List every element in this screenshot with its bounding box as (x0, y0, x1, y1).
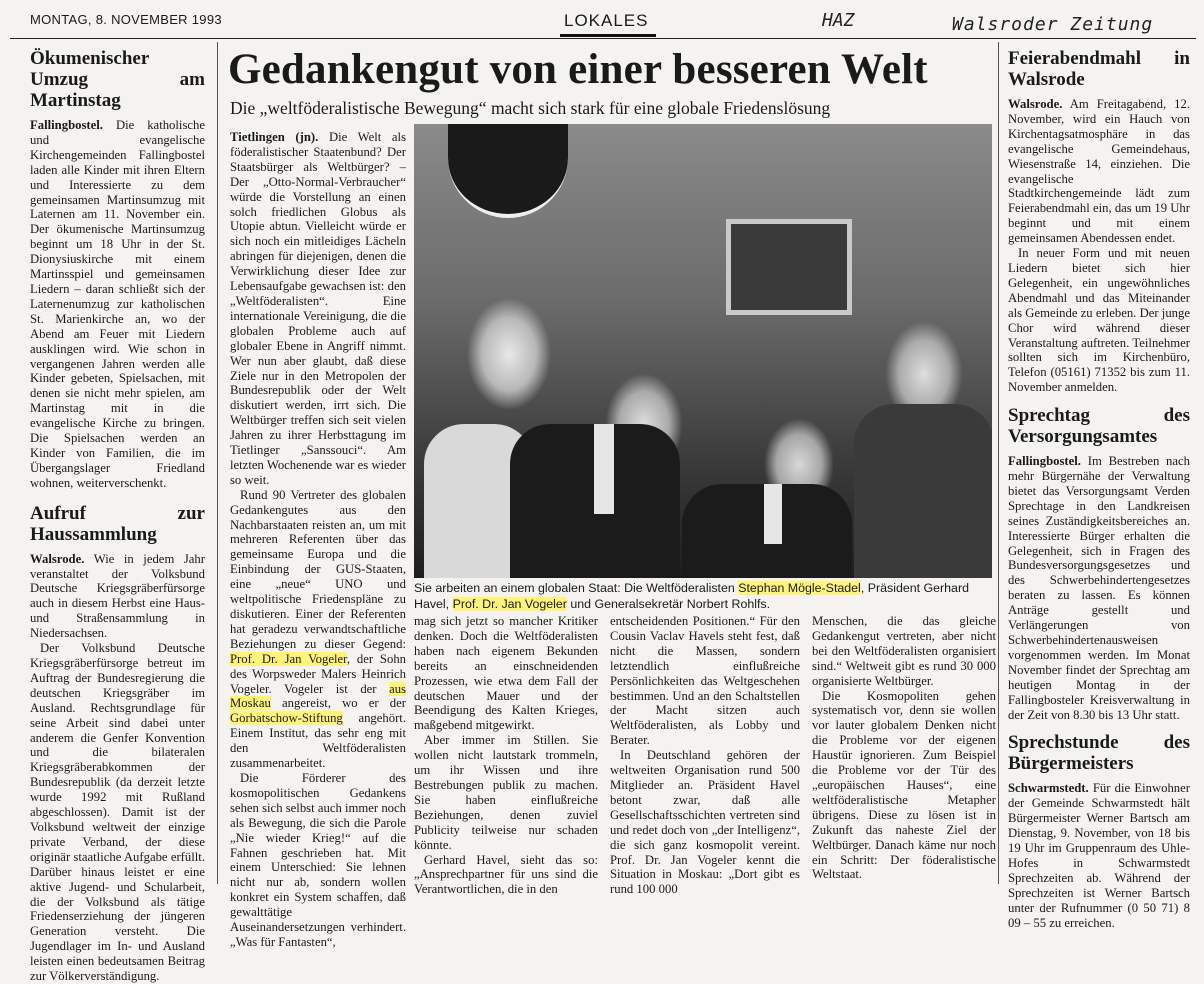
dateline: Tietlingen (jn). (230, 130, 319, 144)
caption-text: , Präsident Gerhard Havel, (414, 581, 969, 611)
dateline: Walsrode. (1008, 97, 1063, 111)
paragraph (1008, 454, 1190, 722)
issue-date: MONTAG, 8. NOVEMBER 1993 (30, 12, 222, 27)
paragraph: Die katholische und evangelische Kirchengemeinden Fallingbostel laden alle Kinder mit ihren Eltern und Interessierte zu dem gemeinsamen Martinsumzug mit Laternen am 11. November ein. Der ökumenische Martinsumzug beginnt um 18 Uhr in der St. Dionysiuskirche mit einem Martinsspiel und gemeinsamen Liedern – daran schließt sich der Laternenumzug zur katholischen St. Marienkirche an, wo der Abend am Feuer mit Liedern ausklingen wird. Wie schon in vergangenen Jahren werden alle Kinder gebeten, Spielsachen, mit denen sie nicht mehr spielen, am Martinstag mit in die evangelische Kirche zu bringen. Die Spielsachen werden an Kinder von Familien, die im Übergangslager Friedland wohnen, weiterverschenkt. (30, 118, 205, 490)
paragraph: Aber immer im Stillen. Sie wollen nicht lautstark trommeln, um ihr Wissen und ihre Bestrebungen publik zu machen. Sie haben einflußreiche Beziehungen, denen zuviel Publicity teilweise nur schaden könnte. (414, 733, 598, 852)
article-headline-haussammlung: Aufruf zur Haussammlung (30, 502, 205, 545)
caption-text: Sie arbeiten an einem globalen Staat: Die Weltföderalisten (414, 581, 739, 595)
section-underline (560, 34, 656, 37)
highlight-vogeler-caption: Prof. Dr. Jan Vogeler (452, 597, 567, 611)
main-headline: Gedankengut von einer besseren Welt (228, 46, 928, 93)
paragraph (230, 488, 406, 771)
handwritten-note-paper: Walsroder Zeitung (952, 14, 1154, 35)
shirt (594, 424, 614, 514)
dateline: Schwarmstedt. (1008, 781, 1089, 796)
main-subheadline: Die „weltföderalistische Bewegung“ macht sich stark für eine globale Friedenslösung (230, 98, 831, 118)
dateline: Walsrode. (30, 551, 85, 566)
lamp-shade (448, 124, 568, 218)
highlight-stiftung: Gorbatschow-Stiftung (230, 711, 343, 726)
shirt (764, 484, 782, 544)
paragraph-text: Am Freitagabend, 12. November, wird ein Hauch von Kirchentagsatmosphäre in das evangelische Gemeindehaus, Wiesenstraße 14, einziehen. Die evangelische Stadtkirchengemeinde lädt zum Feierabendmahl ein, das um 19 Uhr beginnt und mit einem gemeinsamen Abendessen endet. (1008, 97, 1190, 246)
article-headline-umzug: Ökumenischer Umzug am Martinstag (30, 48, 205, 111)
paragraph-text: Für die Einwohner der Gemeinde Schwarmstedt hält Bürgermeister Werner Bartsch am Dienstag, 9. November, von 18 bis 19 Uhr im Gruppenraum des Uhle-Hofes in Schwarmstedt Sprechzeiten ab. Während der Sprechzeiten ist Werner Bartsch unter der Rufnummer (0 50 71) 8 09 – 55 zu erreichen. (1008, 781, 1191, 930)
paragraph: In neuer Form und mit neuen Liedern bietet sich hier Gelegenheit, ein ungewöhnliches Abendmahl und das Miteinander als Gemeinde zu erleben. Der junge Chor wird während dieser Veranstaltung auftreten. Teilnehmer sollten sich im Kirchenbüro, Telefon (05161) 71352 bis zum 11. November anmelden. (1008, 246, 1190, 395)
top-rule (10, 38, 1196, 39)
paragraph: Der Volksbund Deutsche Kriegsgräberfürsorge betreut im Auftrag der Bundesregierung die deutschen Kriegsgräber im Ausland. Rechtsgrundlage für seine Arbeit sind dabei unter anderem die Genfer Konvention und die bilateralen Kriegsgräberabkommen der Bundesrepublik (da derzeit letzte wurde 1992 mit Rußland abgeschlossen). Damit ist der Volksbund weltweit der einzige private Verband, der diese originär staatliche Aufgabe erfüllt. Darüber hinaus leistet er eine aktive Jugend- und Schularbeit, die der Volksbund als tätige Friedenserziehung der jüngeren Generation versteht. Die Jugendlager im In- und Ausland leisten einen bedeutsamen Beitrag zur Völkerverständigung. (30, 641, 205, 984)
section-title: LOKALES (564, 11, 649, 30)
photo-caption (414, 580, 994, 612)
main-column-b (414, 614, 598, 897)
highlight-moskau: aus Moskau (230, 681, 406, 711)
right-column (1008, 48, 1190, 931)
column-rule (217, 42, 218, 884)
handwritten-note-haz: HAZ (822, 10, 855, 31)
paragraph: In Deutschland gehören der weltweiten Organisation rund 500 Mitglieder an. Präsident Havel betont zwar, daß alle Gesellschaftsschichten vertreten sind und redet doch von „der Intelligenz“, die sich ganz kosmopolit vereint. Prof. Dr. Jan Vogeler kennt die Situation in Moskau: „Dort gibt es rund 100 000 (610, 748, 800, 897)
paragraph: Die Förderer des kosmopolitischen Gedankens sehen sich selbst auch immer noch als Bewegung, die sich die Parole „Nie wieder Krieg!“ auf die Fahnen geschrieben hat. Mit einem Unterschied: Sie lehnen nicht nur ab, sondern wollen konkret ein System schaffen, daß gewalttätige Auseinandersetzungen verhindert. „Was für Fantasten“, (230, 770, 406, 949)
article-headline-buergermeister: Sprechstunde des Bürgermeisters (1008, 732, 1190, 775)
paragraph: entscheidenden Positionen.“ Für den Cousin Vaclav Havels steht fest, daß nicht die Massen, sondern letztendlich einflußreiche Persönlichkeiten das Weltgeschehen bestimmen. Und an den Schaltstellen der Macht sitzen auch Weltföderalisten, als Lobby und Berater. (610, 614, 800, 748)
wall-picture (726, 219, 852, 315)
paragraph-text: Rund 90 Vertreter des globalen Gedankengutes aus den Nachbarstaaten reisten an, um mit mehreren Referenten über das gemeinsame Europa und die Einbindung der GUS-Staaten, eine „neue“ UNO und weltpolitische Friedenspläne zu diskutieren. Einer der Referenten hat geradezu verwandtschaftliche Beziehungen zu dieser Gegend: (230, 487, 406, 651)
caption-text: und Generalsekretär Norbert Rohlfs. (566, 597, 771, 611)
paragraph (1008, 97, 1190, 246)
person-4 (854, 404, 992, 578)
highlight-vogeler: Prof. Dr. Jan Vogeler (230, 651, 347, 666)
main-column-d (812, 614, 996, 882)
paragraph-text: , der Sohn des Worpsweder Malers Heinrich Vogeler. Vogeler ist der (230, 651, 407, 696)
article-body-haussammlung (30, 552, 205, 641)
paragraph: Menschen, die das gleiche Gedankengut vertreten, aber nicht bei den Weltföderalisten organisiert sind.“ Weltweit gibt es rund 30 000 organisierte Weltbürger. (812, 614, 996, 688)
paragraph-text: Die Welt als föderalistischer Staatenbund? Der Staatsbürger als Weltbürger? – Der „Otto-Normal-Verbraucher“ würde die Vorstellung an einen solch friedlichen Globus als Utopie abtun. Vielleicht würde er sich noch ein mitleidiges Lächeln abringen für diejenigen, denen die Verwirklichung dieser Idee zur Lebensaufgabe gewachsen ist: den „Weltföderalisten“. Eine internationale Vereinigung, die die globalen Probleme auch auf globaler Ebene in Angriff nimmt. Wer nun aber glaubt, daß diese Ziele nur in den Metropolen der Bundesrepublik oder der Welt diskutiert werden, irrt sich. Die Weltbürger treffen sich seit vielen Jahren zu ihrer Herbsttagung im Tietlinger „Sanssouci“. Am letzten Wochenende war es wieder so weit. (230, 130, 407, 487)
paragraph (1008, 781, 1190, 930)
paragraph-text: angereist, wo er der (270, 696, 406, 711)
paragraph: Gerhard Havel, sieht das so: „Ansprechpartner für uns sind die Verantwortlichen, die in den (414, 852, 598, 897)
article-headline-feierabendmahl: Feierabendmahl in Walsrode (1008, 48, 1190, 90)
article-body-umzug (30, 118, 205, 491)
dateline: Fallingbostel. (30, 118, 103, 132)
article-headline-versorgungsamt: Sprechtag des Versorgungsamtes (1008, 405, 1190, 448)
paragraph: Die Kosmopoliten gehen systematisch vor, denn sie wollen vor lauter globalem Denken nicht die Probleme vor der eigenen Haustür ignorieren. Zum Beispiel die Probleme vor der Tür des „europäischen Hauses“, eine weltföderalistische Metapher übrigens. Diese zu lösen ist in Zukunft das naheste Ziel der Weltbürger. Danach käme nur noch ein Schritt: Der föderalistische Weltstaat. (812, 688, 996, 882)
column-rule (998, 42, 999, 884)
paragraph (230, 130, 406, 488)
highlight-moegle: Stephan Mögle-Stadel (738, 581, 861, 595)
paragraph: mag sich jetzt so mancher Kritiker denken. Doch die Weltföderalisten haben nach eigenem Bekunden bereits an einschneidenden Prozessen, wie etwa dem Fall der deutschen Mauer und der Beendigung des Kalten Krieges, maßgebend mitgewirkt. (414, 614, 598, 733)
paragraph-text: Im Bestreben nach mehr Bürgernähe der Verwaltung bietet das Versorgungsamt Verden Sprechtage in den Landkreisen seines Zuständigkeitsbereiches an. Interessierte Bürger erhalten die Gelegenheit, sich in Fragen des Bundesversorgungsgesetzes und des Schwerbehindertengesetzes beraten zu lassen. Es können Anträge gestellt und Verlängerungen von Schwerbehindertenausweisen vorgenommen werden. Im Monat November findet der Sprechtag am heutigen Montag in der Fallingbosteler Kreisverwaltung in der Zeit von 8.30 bis 13 Uhr statt. (1008, 454, 1190, 722)
paragraph-text: angehört. Einem Institut, das sehr eng mit den Weltföderalisten zusammenarbeitet. (230, 711, 406, 771)
main-column-a (230, 130, 406, 950)
article-photo (414, 124, 992, 578)
paragraph: Wie in jedem Jahr veranstaltet der Volksbund Deutsche Kriegsgräberfürsorge auch in diesem Herbst eine Haus- und Straßensammlung in Niedersachsen. (30, 551, 205, 641)
left-column (30, 48, 205, 984)
main-column-c (610, 614, 800, 897)
dateline: Fallingbostel. (1008, 454, 1081, 469)
